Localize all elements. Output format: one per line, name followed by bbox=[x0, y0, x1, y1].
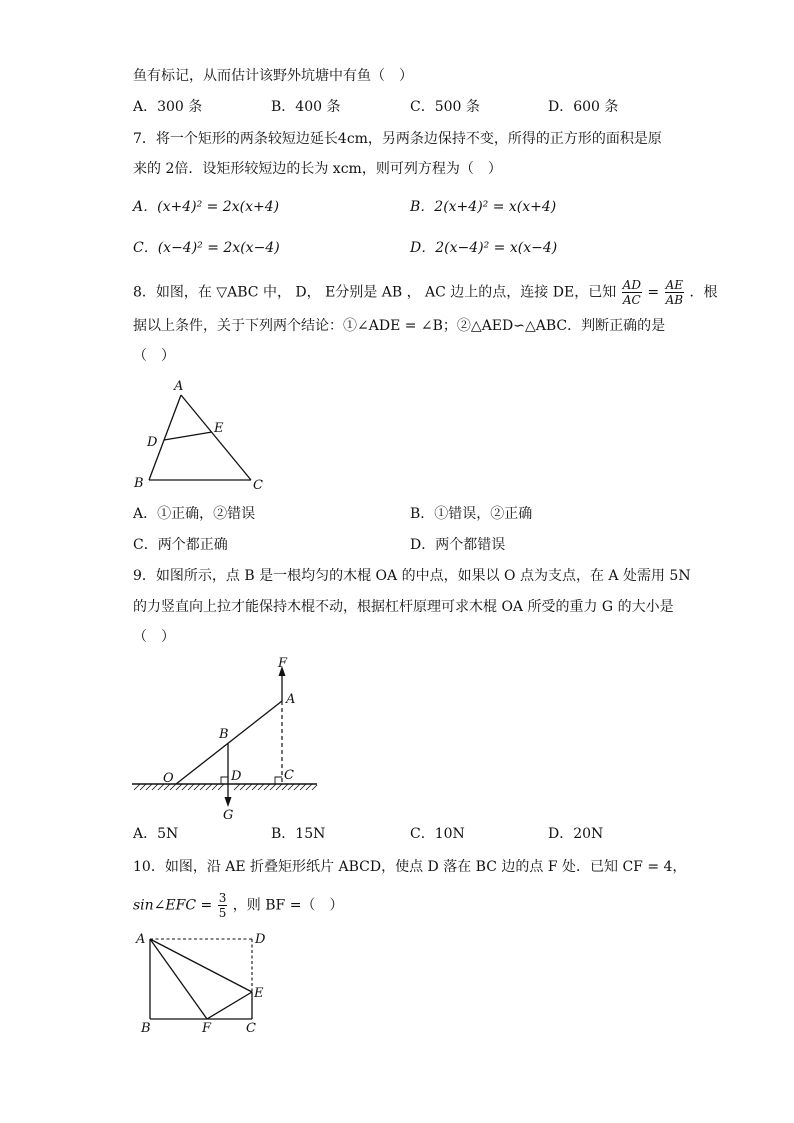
q9-ground-hatching bbox=[134, 784, 317, 790]
q8-frac2-num: AE bbox=[665, 278, 684, 292]
q9-label-b: B bbox=[219, 727, 229, 742]
q8-label-a: A bbox=[174, 379, 184, 394]
q10-label-c: C bbox=[246, 1021, 256, 1036]
q8-option-b[interactable]: B．①错误，②正确 bbox=[410, 506, 533, 522]
q10-label-f: F bbox=[202, 1021, 212, 1036]
q9-label-f: F bbox=[278, 656, 288, 671]
q10-stem-line1: 10．如图，沿 AE 折叠矩形纸片 ABCD，使点 D 落在 BC 边的点 F 处．已知 CF = 4， bbox=[133, 859, 687, 875]
q9-label-o: O bbox=[163, 771, 174, 786]
q7-option-d[interactable]: D．2(x−4)² = x(x−4) bbox=[410, 240, 558, 256]
q10-sin-expression: sin∠EFC = bbox=[133, 897, 213, 914]
q10-fraction-3-5 bbox=[218, 891, 228, 920]
q8-label-c: C bbox=[253, 478, 263, 493]
q8-option-d[interactable]: D．两个都错误 bbox=[410, 537, 506, 553]
q8-frac1-num: AD bbox=[622, 278, 641, 292]
q10-stem-line2 bbox=[133, 891, 343, 920]
q10-label-a: A bbox=[136, 932, 146, 947]
q9-label-a: A bbox=[286, 692, 296, 707]
q8-stem-text: 8．如图，在 ▽ABC 中， D， E分别是 AB ， AC 边上的点，连接 DE，已知 bbox=[133, 284, 617, 301]
q8-frac2-den: AB bbox=[665, 293, 684, 307]
q8-option-c[interactable]: C．两个都正确 bbox=[133, 537, 228, 553]
q8-frac1-den: AC bbox=[622, 293, 641, 307]
q9-right-angle-c bbox=[275, 777, 282, 784]
q9-option-b[interactable]: B．15N bbox=[271, 826, 326, 842]
q6-option-b[interactable]: B．400 条 bbox=[271, 99, 341, 115]
q10-stem-tail: ，则 BF =（ ） bbox=[232, 897, 344, 914]
q9-stem-line1: 9．如图所示，点 B 是一根均匀的木棍 OA 的中点，如果以 O 点为支点，在 A 处需用 5N bbox=[133, 568, 691, 584]
q10-segment-ae bbox=[150, 939, 252, 992]
q9-option-d[interactable]: D．20N bbox=[548, 826, 604, 842]
q8-option-a[interactable]: A．①正确，②错误 bbox=[133, 506, 256, 522]
q7-option-c[interactable]: C．(x−4)² = 2x(x−4) bbox=[133, 240, 280, 256]
q8-segment-de bbox=[164, 432, 212, 440]
q10-segment-af bbox=[150, 939, 207, 1019]
q9-stem-line2: 的力竖直向上拉才能保持木棍不动，根据杠杆原理可求木棍 OA 所受的重力 G 的大小是 bbox=[133, 599, 674, 615]
q8-stem-line3: （ ） bbox=[133, 348, 175, 364]
q10-rectangle-figure bbox=[134, 928, 274, 1038]
q9-label-g: G bbox=[223, 808, 234, 823]
q8-label-d: D bbox=[147, 435, 158, 450]
q6-option-a[interactable]: A．300 条 bbox=[133, 99, 203, 115]
q8-stem-tail: ．根 bbox=[689, 284, 718, 301]
q9-label-d: D bbox=[231, 769, 242, 784]
q8-edge-ac bbox=[181, 395, 251, 480]
q9-option-c[interactable]: C．10N bbox=[410, 826, 465, 842]
q10-label-e: E bbox=[254, 986, 264, 1001]
q8-label-e: E bbox=[214, 421, 224, 436]
q9-label-c: C bbox=[284, 768, 294, 783]
q8-triangle-figure bbox=[134, 375, 280, 495]
q7-option-a[interactable]: A．(x+4)² = 2x(x+4) bbox=[133, 199, 280, 215]
q10-label-d: D bbox=[255, 932, 266, 947]
q8-label-b: B bbox=[134, 476, 144, 491]
q7-stem-line2: 来的 2倍．设矩形较短边的长为 xcm，则可列方程为（ ） bbox=[133, 161, 502, 177]
q9-lever-figure bbox=[130, 652, 330, 822]
q8-stem-line1 bbox=[133, 278, 718, 307]
q9-right-angle-d bbox=[221, 777, 228, 784]
q10-segment-fe bbox=[207, 992, 252, 1019]
q7-stem-line1: 7．将一个矩形的两条较短边延长4cm，另两条边保持不变，所得的正方形的面积是原 bbox=[133, 131, 662, 147]
q9-stick-oa bbox=[176, 701, 282, 784]
q8-equals: = bbox=[647, 284, 660, 301]
q7-option-b[interactable]: B．2(x+4)² = x(x+4) bbox=[410, 199, 557, 215]
q9-arrowhead-down bbox=[225, 797, 232, 807]
q9-option-a[interactable]: A．5N bbox=[133, 826, 179, 842]
q6-continuation: 鱼有标记，从而估计该野外坑塘中有鱼（ ） bbox=[133, 68, 413, 84]
q8-stem-line2: 据以上条件，关于下列两个结论：①∠ADE = ∠B；②△AED∽△ABC．判断正确的是 bbox=[133, 318, 666, 334]
q10-frac-den: 5 bbox=[218, 906, 227, 920]
q8-fraction-ad-ac bbox=[622, 278, 642, 307]
q6-option-c[interactable]: C．500 条 bbox=[410, 99, 480, 115]
q9-stem-line3: （ ） bbox=[133, 629, 175, 645]
q10-label-b: B bbox=[141, 1021, 151, 1036]
q10-frac-num: 3 bbox=[218, 891, 227, 905]
q6-option-d[interactable]: D．600 条 bbox=[548, 99, 619, 115]
q8-fraction-ae-ab bbox=[665, 278, 684, 307]
